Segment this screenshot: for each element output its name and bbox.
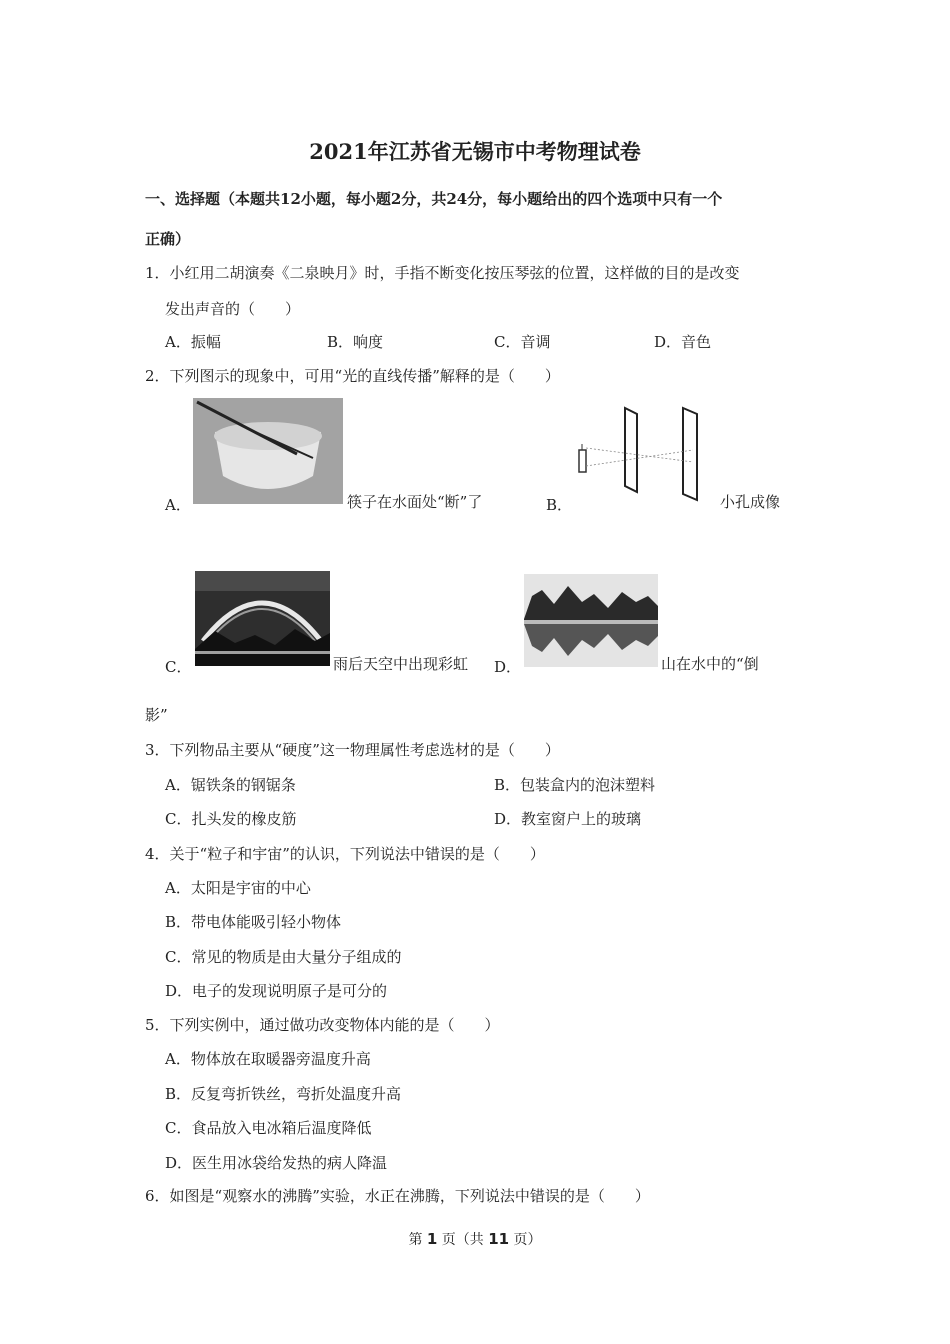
footer-suffix: 页） (509, 1232, 542, 1248)
q1-option-a: A．振幅 (165, 333, 221, 351)
rainbow-image (195, 571, 330, 666)
footer-total-pages: 11 (488, 1230, 510, 1248)
q3-option-d: D．教室窗户上的玻璃 (494, 810, 642, 828)
q2-option-d-label: D． (494, 658, 522, 676)
section-heading-cont: 正确） (145, 230, 191, 248)
q5-option-d: D．医生用冰袋给发热的病人降温 (165, 1154, 388, 1172)
q6-stem: 6．如图是“观察水的沸腾”实验，水正在沸腾，下列说法中错误的是（ ） (145, 1187, 650, 1205)
q2-option-b-caption: 小孔成像 (720, 493, 781, 511)
q2-option-b-label: B． (546, 496, 573, 514)
q3-option-c: C．扎头发的橡皮筋 (165, 810, 297, 828)
q1-option-c: C．音调 (494, 333, 551, 351)
section-heading: 一、选择题（本题共12小题，每小题2分，共24分，每小题给出的四个选项中只有一个 (145, 190, 723, 208)
q2-option-a-caption: 筷子在水面处“断”了 (347, 493, 483, 511)
q4-option-b: B．带电体能吸引轻小物体 (165, 913, 342, 931)
q4-stem: 4．关于“粒子和宇宙”的认识，下列说法中错误的是（ ） (145, 845, 545, 863)
mountain-reflection-image (524, 574, 658, 667)
q2-option-c-caption: 雨后天空中出现彩虹 (333, 655, 469, 673)
q1-stem: 1．小红用二胡演奏《二泉映月》时，手指不断变化按压琴弦的位置，这样做的目的是改变 (145, 264, 740, 282)
q3-option-b: B．包装盒内的泡沫塑料 (494, 776, 656, 794)
q1-stem-cont: 发出声音的（ ） (165, 300, 301, 318)
q3-option-a: A．锯铁条的钢锯条 (165, 776, 296, 794)
pinhole-imaging-image (573, 400, 718, 506)
q1-option-b: B．响度 (327, 333, 384, 351)
page-footer (0, 1229, 950, 1249)
q4-option-c: C．常见的物质是由大量分子组成的 (165, 948, 402, 966)
q2-option-c-label: C． (165, 658, 192, 676)
q4-option-d: D．电子的发现说明原子是可分的 (165, 982, 388, 1000)
footer-middle: 页（共 (437, 1232, 489, 1248)
q4-option-a: A．太阳是宇宙的中心 (165, 879, 311, 897)
page-title: 2021年江苏省无锡市中考物理试卷 (309, 139, 641, 164)
q5-option-c: C．食品放入电冰箱后温度降低 (165, 1119, 372, 1137)
q2-stem: 2．下列图示的现象中，可用“光的直线传播”解释的是（ ） (145, 367, 560, 385)
q1-option-d: D．音色 (654, 333, 712, 351)
q2-option-a-label: A． (165, 496, 191, 514)
q5-option-a: A．物体放在取暖器旁温度升高 (165, 1050, 371, 1068)
footer-prefix: 第 (408, 1232, 427, 1248)
q2-option-d-caption: 山在水中的“倒 (661, 655, 759, 673)
q2-option-d-caption-cont: 影” (145, 706, 168, 724)
q3-stem: 3．下列物品主要从“硬度”这一物理属性考虑选材的是（ ） (145, 741, 560, 759)
q5-stem: 5．下列实例中，通过做功改变物体内能的是（ ） (145, 1016, 500, 1034)
q5-option-b: B．反复弯折铁丝，弯折处温度升高 (165, 1085, 402, 1103)
footer-page-number: 1 (426, 1230, 438, 1248)
chopsticks-bowl-image (193, 398, 343, 504)
